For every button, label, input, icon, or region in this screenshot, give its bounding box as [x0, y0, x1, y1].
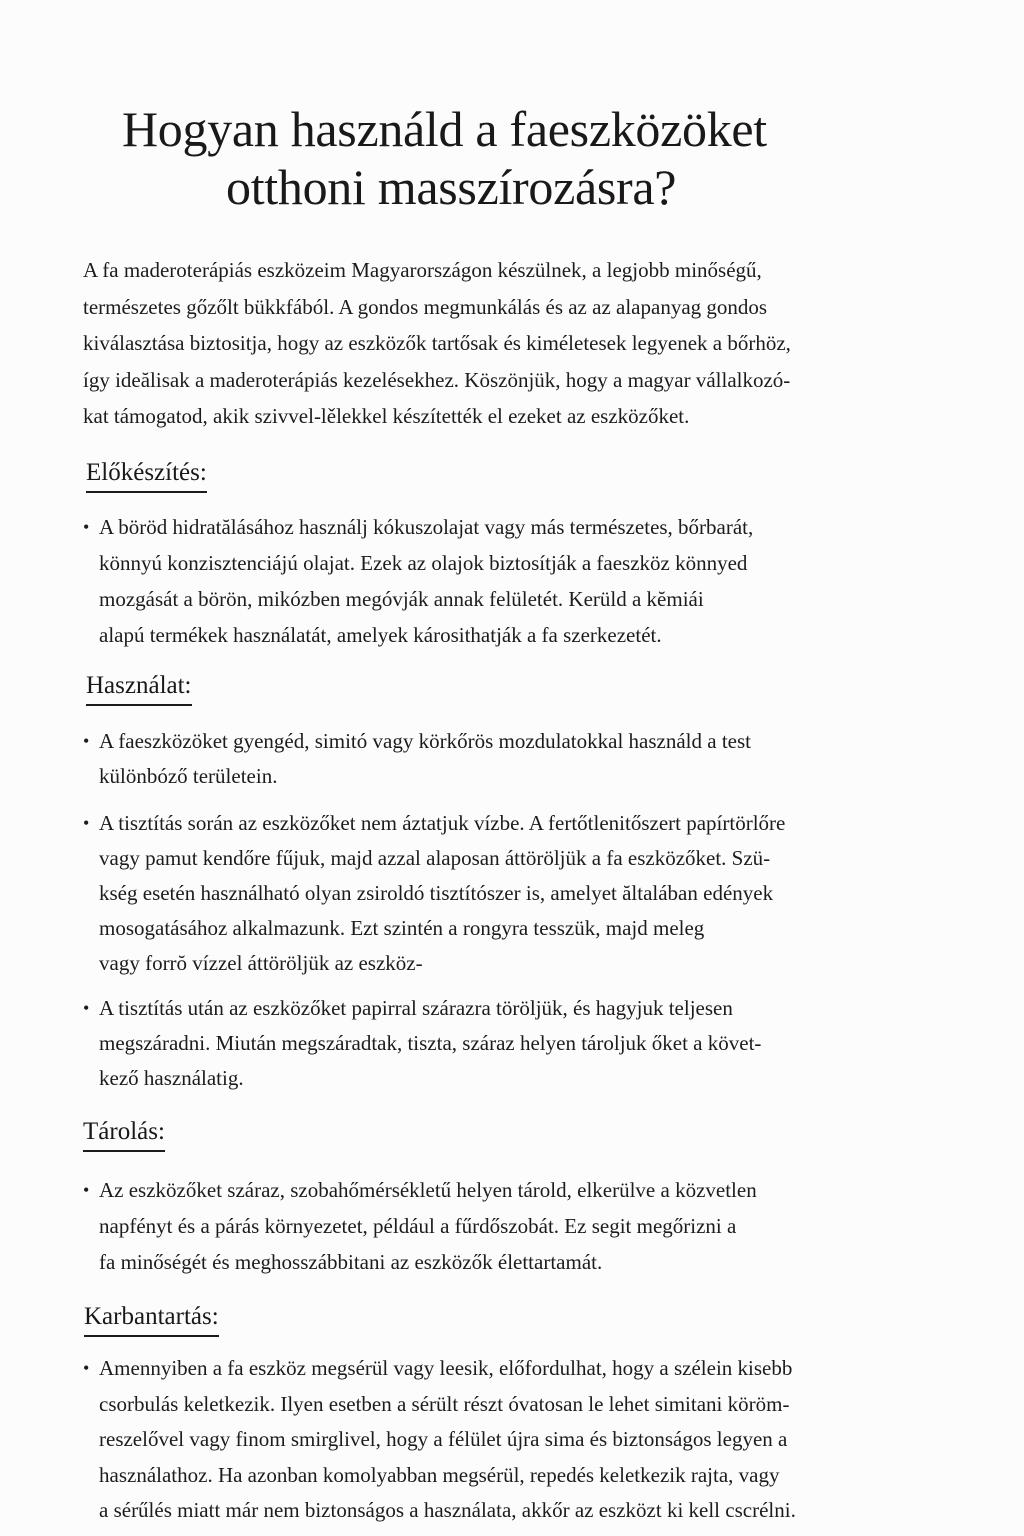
list-item-line: könnyú konzisztenciájú olajat. Ezek az olajok biztosítják a faeszköz könnyed [99, 551, 748, 575]
list-item-line: A tisztítás során az eszközőket nem áztatjuk vízbe. A fertőtlenitőszert papírtörlőre [99, 811, 786, 835]
section-heading-tarolas: Tárolás: [83, 1117, 165, 1152]
list-item-line: mozgását a börön, mikózben megóvják annak felületét. Kerüld a kĕmiái [99, 587, 704, 611]
list-item [83, 991, 983, 1096]
bullet-icon: • [83, 998, 90, 1018]
list-item-line: vagy pamut kendőre fűjuk, majd azzal alaposan áttöröljük a fa eszközőket. Szü- [99, 846, 771, 870]
list-item-line: kező használatig. [99, 1066, 244, 1090]
list-item-line: reszelővel vagy finom smirglivel, hogy a félület újra sima és biztonságos legyen a [99, 1427, 788, 1451]
list-item-line: a sérűlés miatt már nem biztonságos a használata, akkőr az eszközt ki kell cscrélni. [99, 1498, 796, 1522]
intro-line: így ideălisak a maderoterápiás kezelésekhez. Köszönjük, hogy a magyar vállalkozó- [83, 367, 791, 392]
list-item-line: alapú termékek használatát, amelyek károsithatják a fa szerkezetét. [99, 623, 662, 647]
page-title [0, 100, 1024, 216]
list-item [83, 1351, 1003, 1529]
list-item-line: csorbulás keletkezik. Ilyen esetben a sérült részt óvatosan le lehet simitani köröm- [99, 1391, 790, 1416]
list-item [83, 724, 983, 794]
list-item [83, 806, 983, 981]
intro-paragraph [83, 252, 983, 435]
list-item [83, 509, 983, 653]
list-item-line: megszáradni. Miután megszáradtak, tiszta, száraz helyen tároljuk őket a követ- [99, 1031, 762, 1055]
bullet-icon: • [83, 1180, 90, 1200]
intro-line: A fa maderoterápiás eszközeim Magyarországon készülnek, a legjobb minőségű, [83, 258, 762, 282]
list-item-line: A faeszközöket gyengéd, simitó vagy körkőrös mozdulatokkal használd a test [99, 729, 751, 753]
list-item-line: Amennyiben a fa eszköz megsérül vagy leesik, előfordulhat, hogy a szélein kisebb [99, 1356, 793, 1380]
bullet-icon: • [83, 731, 90, 751]
list-item-line: vagy forrŏ vízzel áttöröljük az eszköz- [99, 951, 423, 975]
list-item-line: fa minőségét és meghosszábbitani az eszközők élettartamát. [99, 1250, 603, 1274]
bullet-icon: • [83, 517, 90, 537]
intro-line: kiválasztása biztositja, hogy az eszközők tartősak és kiméletesek legyenek a bőrhöz, [83, 331, 791, 355]
list-item-line: A böröd hidratălásához használj kókuszolajat vagy más természetes, bőrbarát, [99, 515, 754, 539]
list-item-line: használathoz. Ha azonban komolyabban megsérül, repedés keletkezik rajta, vagy [99, 1462, 780, 1487]
intro-line: kat támogatod, akik szivvel-lělekkel készítették el ezeket az eszközőket. [83, 404, 690, 428]
bullet-icon: • [83, 813, 90, 833]
title-line-1: Hogyan használd a faeszközöket [122, 101, 767, 157]
list-item-line: Az eszközőket száraz, szobahőmérsékletű helyen tárold, elkerülve a közvetlen [99, 1178, 757, 1202]
list-item-line: kség esetén használható olyan zsiroldó tisztítószer is, amelyet ăltalában edények [99, 881, 774, 905]
bullet-icon: • [83, 1358, 90, 1378]
list-item-line: különbóző területein. [99, 764, 278, 788]
title-line-2: otthoni masszírozásra? [226, 159, 677, 215]
section-heading-karbantartas: Karbantartás: [84, 1302, 219, 1337]
intro-line: természetes gőzőlt bükkfából. A gondos megmunkálás és az az alapanyag gondos [83, 294, 768, 319]
section-heading-hasznalat: Használat: [86, 671, 192, 706]
list-item-line: A tisztítás után az eszközőket papirral szárazra töröljük, és hagyjuk teljesen [99, 996, 733, 1020]
list-item-line: napfényt és a párás környezetet, például a fűrdőszobát. Ez segit megőrizni a [99, 1214, 737, 1238]
section-heading-elokeszites: Előkészítés: [86, 458, 207, 493]
list-item [83, 1172, 983, 1280]
list-item-line: mosogatásához alkalmazunk. Ezt szintén a rongyra tesszük, majd meleg [99, 916, 705, 940]
